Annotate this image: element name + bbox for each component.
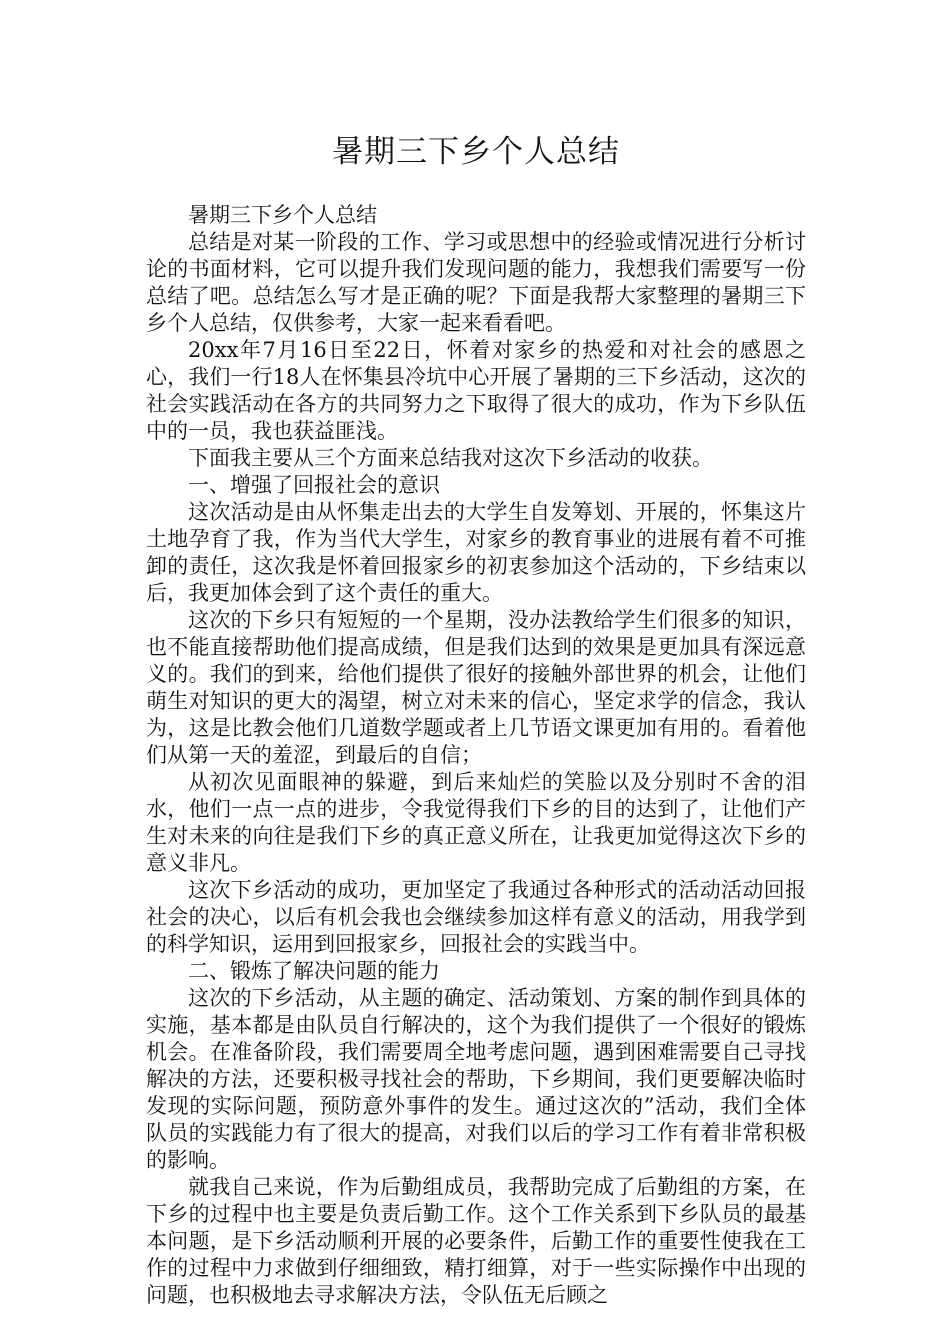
section-heading-2: 二、锻炼了解决问题的能力: [188, 959, 440, 983]
paragraph: 这次下乡活动的成功，更加坚定了我通过各种形式的活动活动回报社会的决心，以后有机会我也会继续参加这样有意义的活动，用我学到的科学知识，运用到回报家乡，回报社会的实践当中。: [146, 878, 806, 956]
paragraph-background: 20xx年7月16日至22日，怀着对家乡的热爱和对社会的感恩之心，我们一行18人在怀集县冷坑中心开展了暑期的三下乡活动，这次的社会实践活动在各方的共同努力之下取得了很大的成功，作为下乡队伍中的一员，我也获益匪浅。: [146, 338, 806, 443]
document-title: 暑期三下乡个人总结: [332, 134, 620, 170]
paragraph: 这次的下乡活动，从主题的确定、活动策划、方案的制作到具体的实施，基本都是由队员自行解决的，这个为我们提供了一个很好的锻炼机会。在准备阶段，我们需要周全地考虑问题，遇到困难需要自己寻找解决的方法，还要积极寻找社会的帮助，下乡期间，我们更要解决临时发现的实际问题，预防意外事件的发生。通过这次的”活动，我们全体队员的实践能力有了很大的提高，对我们以后的学习工作有着非常积极的影响。: [146, 986, 806, 1172]
paragraph-subtitle: 暑期三下乡个人总结: [188, 203, 377, 227]
document-body: [146, 202, 806, 1309]
paragraph-intro: 总结是对某一阶段的工作、学习或思想中的经验或情况进行分析讨论的书面材料，它可以提升我们发现问题的能力，我想我们需要写一份总结了吧。总结怎么写才是正确的呢？下面是我帮大家整理的暑期三下乡个人总结，仅供参考，大家一起来看看吧。: [146, 230, 806, 335]
paragraph: 就我自己来说，作为后勤组成员，我帮助完成了后勤组的方案，在下乡的过程中也主要是负责后勤工作。这个工作关系到下乡队员的最基本问题，是下乡活动顺利开展的必要条件，后勤工作的重要性使我在工作的过程中力求做到仔细细致，精打细算，对于一些实际操作中出现的问题，也积极地去寻求解决方法，令队伍无后顾之: [146, 1175, 806, 1307]
section-heading-1: 一、增强了回报社会的意识: [188, 473, 440, 497]
paragraph: 这次活动是由从怀集走出去的大学生自发筹划、开展的，怀集这片土地孕育了我，作为当代大学生，对家乡的教育事业的进展有着不可推卸的责任，这次我是怀着回报家乡的初衷参加这个活动的，下乡结束以后，我更加体会到了这个责任的重大。: [146, 500, 806, 605]
paragraph: 这次的下乡只有短短的一个星期，没办法教给学生们很多的知识，也不能直接帮助他们提高成绩，但是我们达到的效果是更加具有深远意义的。我们的到来，给他们提供了很好的接触外部世界的机会，让他们萌生对知识的更大的渴望，树立对未来的信心，坚定求学的信念，我认为，这是比教会他们几道数学题或者上几节语文课更加有用的。看着他们从第一天的羞涩，到最后的自信；: [146, 608, 806, 767]
paragraph-overview: 下面我主要从三个方面来总结我对这次下乡活动的收获。: [188, 446, 713, 470]
document-page: [146, 120, 806, 1309]
paragraph: 从初次见面眼神的躲避，到后来灿烂的笑脸以及分别时不舍的泪水，他们一点一点的进步，令我觉得我们下乡的目的达到了，让他们产生对未来的向往是我们下乡的真正意义所在，让我更加觉得这次下乡的意义非凡。: [146, 770, 806, 875]
